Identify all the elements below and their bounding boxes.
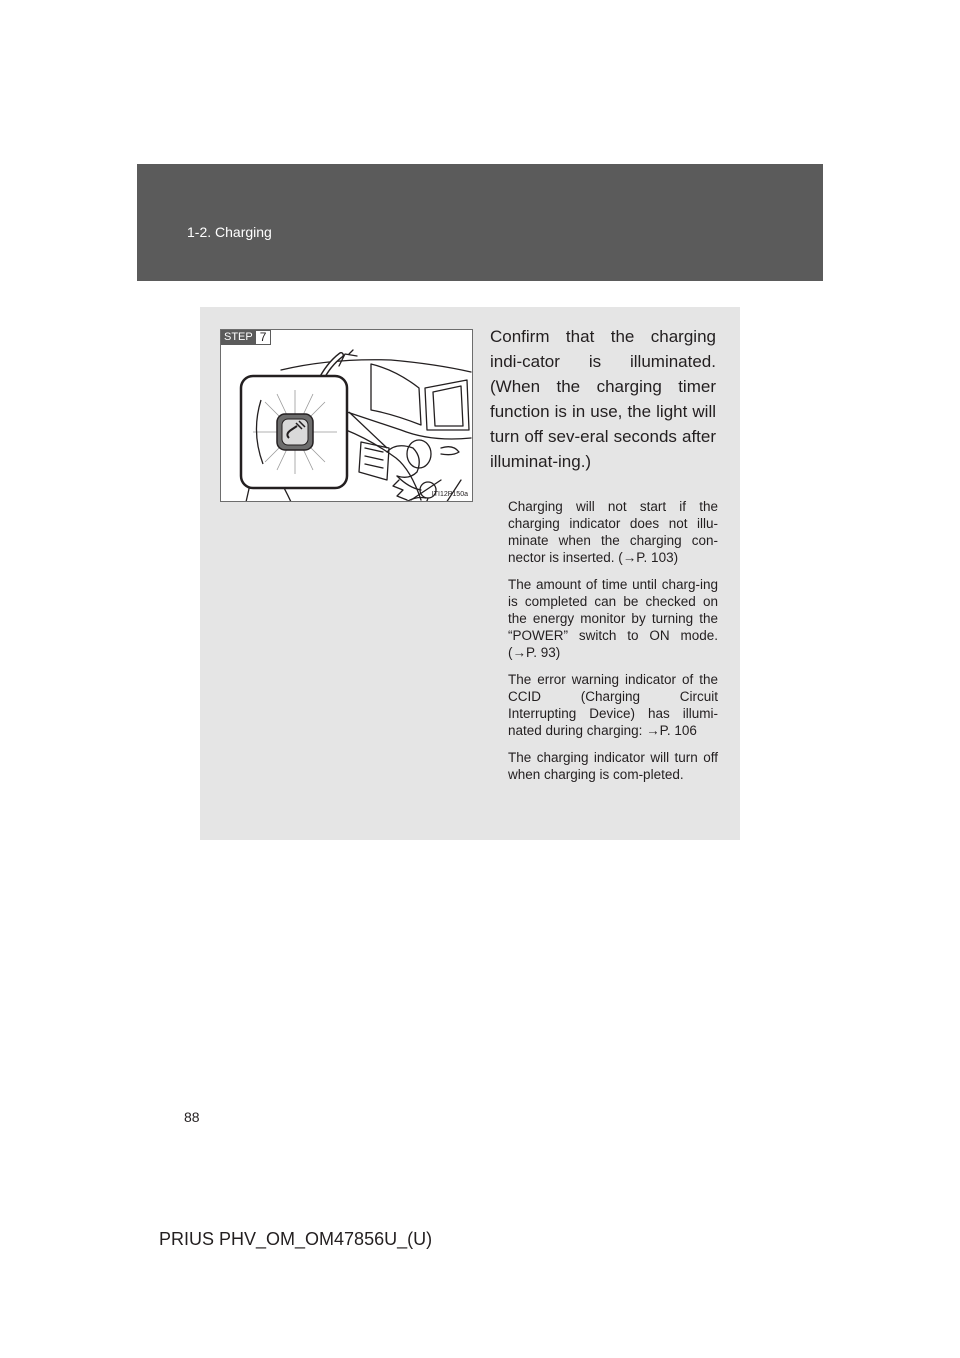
note-item: The charging indicator will turn off when charging is com-pleted. bbox=[508, 750, 718, 782]
instruction-panel bbox=[200, 307, 740, 840]
step-label: STEP bbox=[221, 330, 256, 345]
figure-code: ITI12P150a bbox=[431, 491, 468, 498]
step-badge bbox=[221, 330, 271, 345]
document-code: PRIUS PHV_OM_OM47856U_(U) bbox=[159, 1229, 433, 1249]
note-item: The amount of time until charg-ing is completed can be checked on the energy monitor by turning the “POWER” switch to ON mode. (→P. 93) bbox=[508, 577, 718, 660]
section-header bbox=[137, 164, 823, 281]
car-charging-drawing bbox=[221, 330, 473, 502]
note-item: The error warning indicator of the CCID (Charging Circuit Interrupting Device) has illumi-nated during charging: →P. 106 bbox=[508, 672, 718, 738]
section-title: 1-2. Charging bbox=[187, 224, 272, 240]
charging-indicator-icon bbox=[253, 390, 337, 474]
step-number: 7 bbox=[256, 330, 272, 345]
notes-list bbox=[508, 498, 718, 793]
charging-port-illustration bbox=[220, 329, 473, 502]
page-number: 88 bbox=[184, 1109, 200, 1125]
note-item: Charging will not start if the charging indicator does not illu-minate when the charging con-nector is inserted. (→P. 103) bbox=[508, 499, 718, 565]
instruction-text: Confirm that the charging indi-cator is illuminated. (When the charging timer function is in use, the light will turn off sev-eral seconds after illuminat-ing.) bbox=[490, 327, 716, 471]
